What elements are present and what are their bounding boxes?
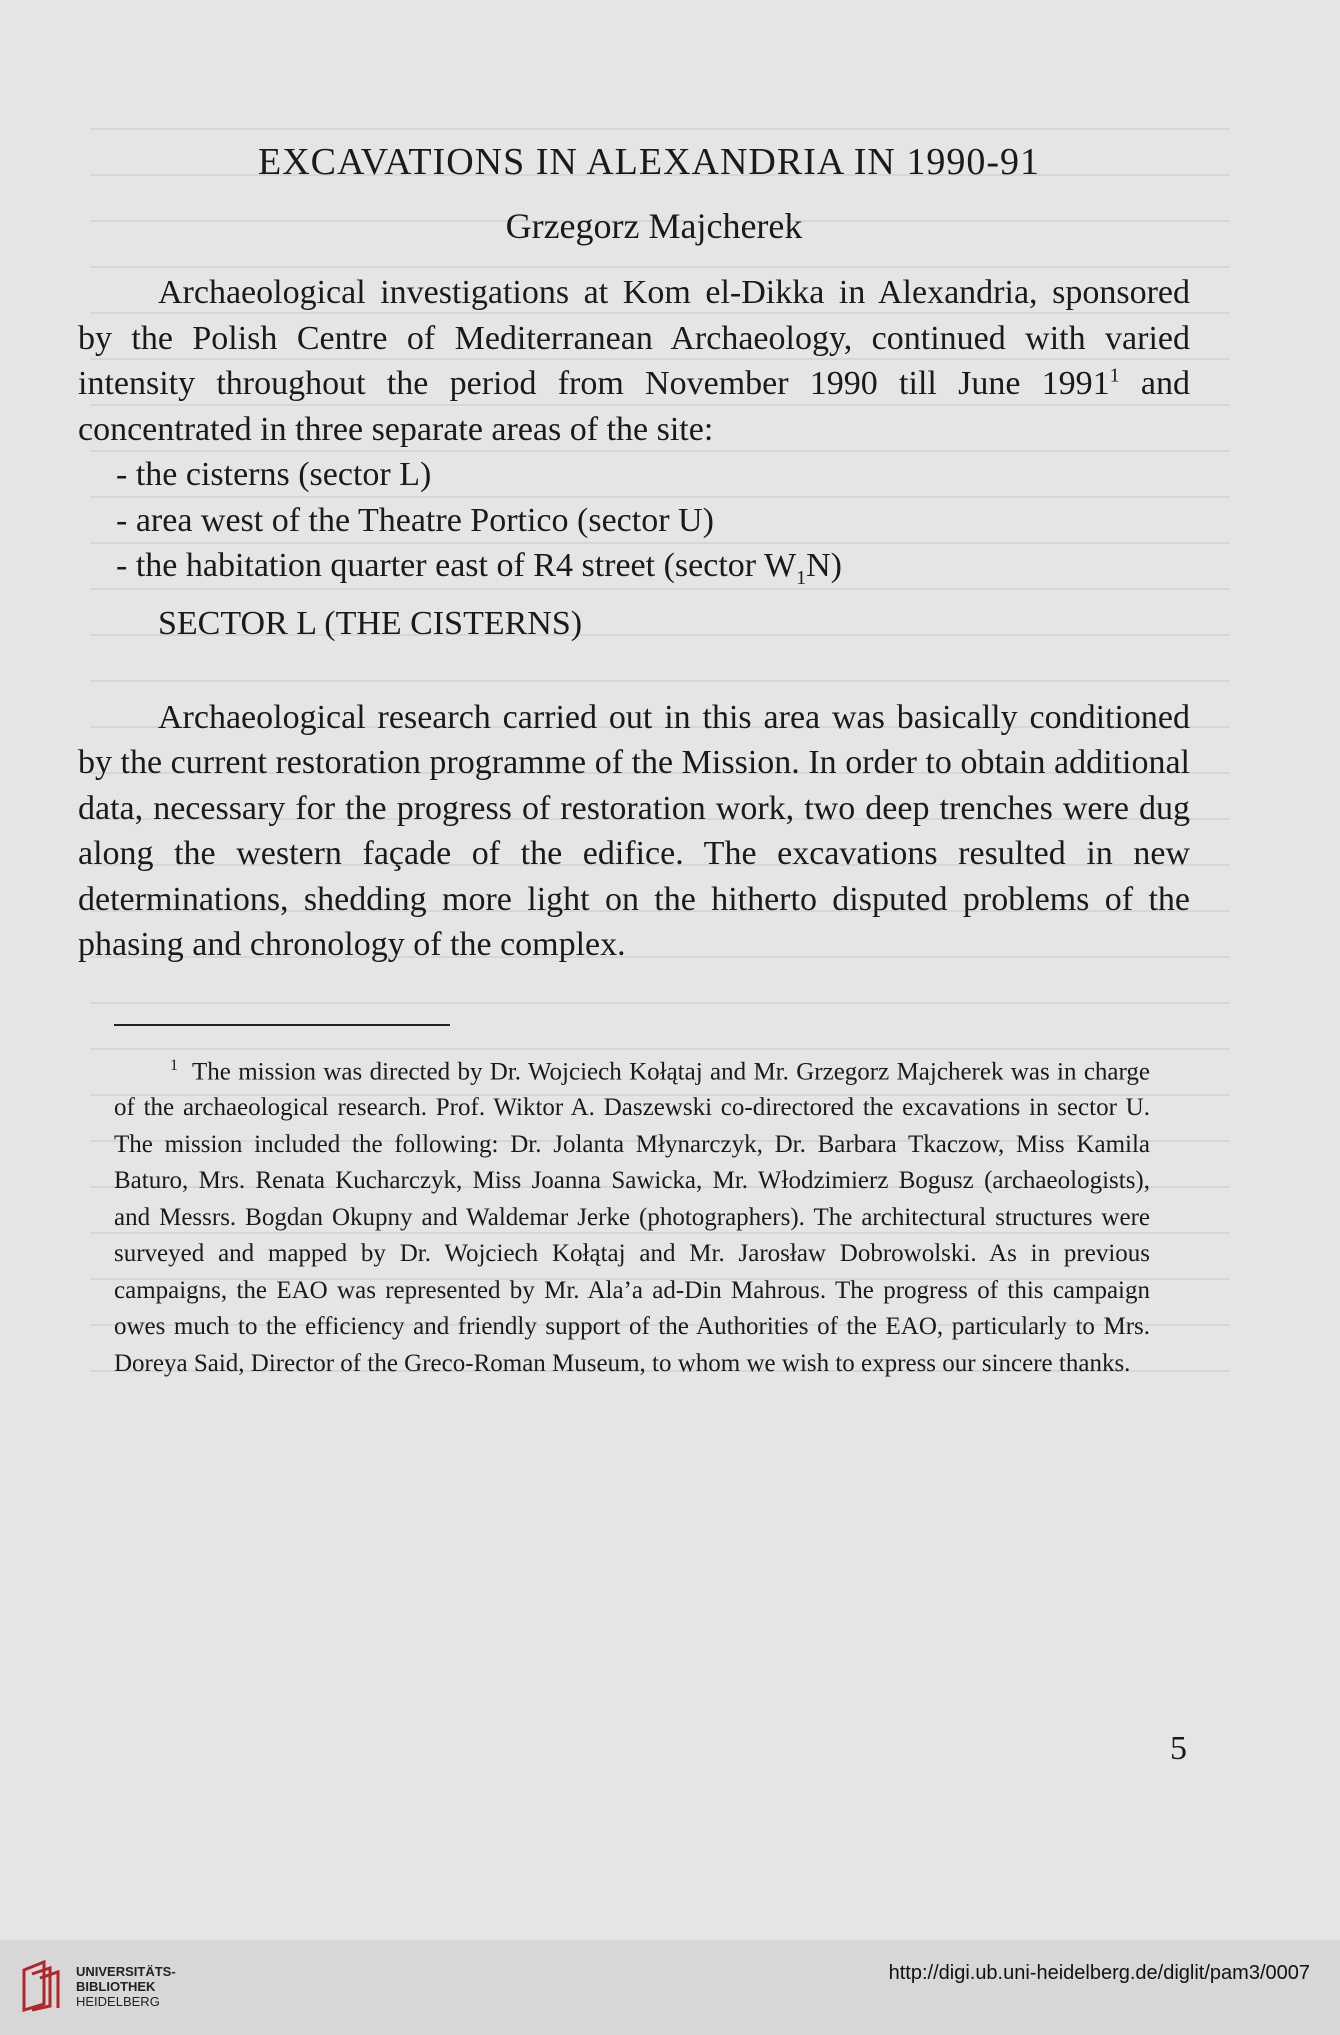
- footnote-mark: 1: [170, 1056, 178, 1074]
- area-item: - the cisterns (sector L): [116, 456, 432, 493]
- library-name-line: UNIVERSITÄTS-: [76, 1964, 176, 1979]
- area-item-text: - the habitation quarter east of R4 street (sector W: [116, 547, 797, 584]
- page-content: [78, 140, 1190, 1382]
- area-item-text-end: N): [806, 547, 842, 584]
- intro-text-end: and concentrated in three separate areas of the site:: [78, 365, 1191, 448]
- footnote: [114, 1048, 1150, 1383]
- footnote-divider: [114, 1024, 450, 1026]
- footnote-text: The mission was directed by Dr. Wojciech Kołątaj and Mr. Grzegorz Majcherek was in charge of the archaeological research. Prof. Wiktor A. Daszewski co-directored the excavations in sector U. The mission included the following: Dr. Jolanta Młynarczyk, Dr. Barbara Tkaczow, Miss Kamila Baturo, Mrs. Renata Kucharczyk, Miss Joanna Sawicka, Mr. Włodzimierz Bogusz (archaeologists), and Messrs. Bogdan Okupny and Waldemar Jerke (photographers). The architectural structures were surveyed and mapped by Dr. Wojciech Kołątaj and Mr. Jarosław Dobrowolski. As in previous campaigns, the EAO was represented by Mr. Ala’a ad-Din Mahrous. The progress of this campaign owes much to the efficiency and friendly support of the Authorities of the EAO, particularly to Mrs. Doreya Said, Director of the Greco-Roman Museum, to whom we wish to express our sincere thanks.: [114, 1057, 1150, 1377]
- page-number: 5: [1170, 1730, 1187, 1767]
- source-url-link[interactable]: http://digi.ub.uni-heidelberg.de/diglit/pam3/0007: [888, 1962, 1310, 1984]
- subscript: 1: [796, 566, 807, 589]
- article-author: Grzegorz Majcherek: [505, 206, 803, 246]
- ub-heidelberg-logo-icon[interactable]: [18, 1960, 64, 2012]
- intro-paragraph: [78, 270, 1190, 452]
- article-title: EXCAVATIONS IN ALEXANDRIA IN 1990-91: [258, 141, 1040, 183]
- intro-text: Archaeological investigations at Kom el-Dikka in Alexandria, sponsored by the Polish Centre of Mediterranean Archaeology, continued with varied intensity throughout the period from November 1990 till June 1991: [78, 274, 1190, 402]
- viewer-footer: [0, 1940, 1340, 2035]
- library-name-line: BIBLIOTHEK: [76, 1979, 156, 1994]
- library-name-line: HEIDELBERG: [76, 1994, 160, 2009]
- sector-l-paragraph: Archaeological research carried out in this area was basically conditioned by the current restoration programme of the Mission. In order to obtain additional data, necessary for the progress of restoration work, two deep trenches were dug along the western façade of the edifice. The excavations resulted in new determinations, shedding more light on the hitherto disputed problems of the phasing and chronology of the complex.: [78, 698, 1190, 963]
- section-heading: SECTOR L (THE CISTERNS): [158, 604, 583, 642]
- area-item: - area west of the Theatre Portico (sector U): [116, 501, 714, 539]
- library-name: [76, 1964, 176, 2009]
- area-item: [116, 543, 1190, 589]
- footnote-reference[interactable]: 1: [1109, 364, 1120, 387]
